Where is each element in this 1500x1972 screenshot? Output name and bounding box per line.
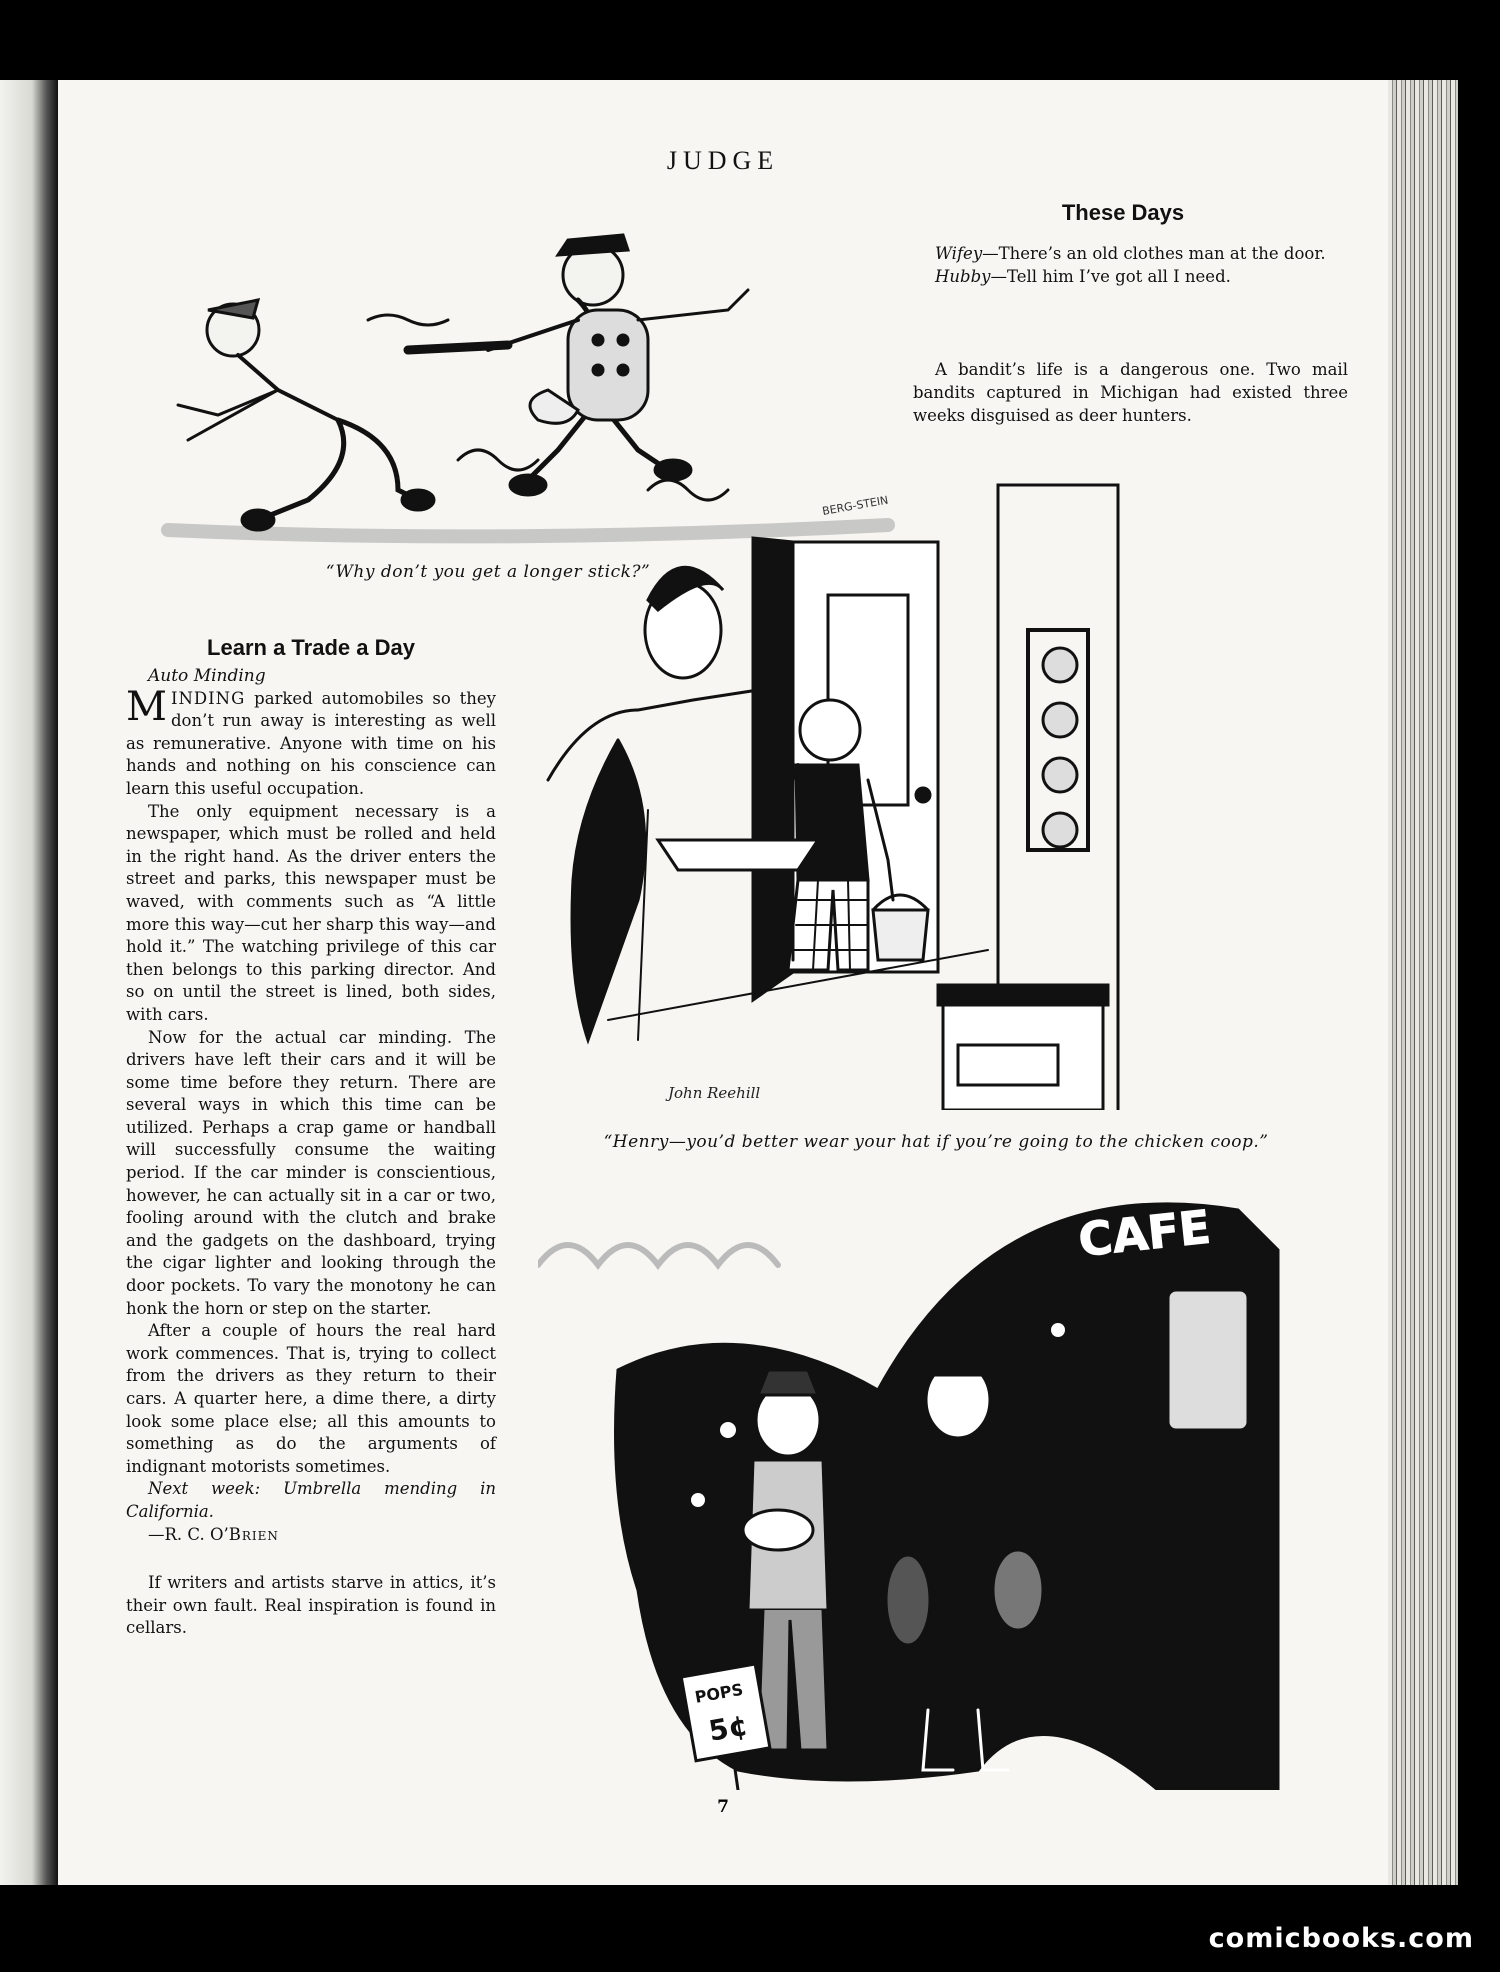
article-paragraph-4: After a couple of hours the real hard work commences. That is, trying to collect from the drivers as they return to their cars. A quarter here, a dime there, a dirty look some place else; all this amounts to something as do the arguments of indignant motorists sometimes.: [126, 1321, 496, 1476]
cartoon1-signature: BERG-STEIN: [821, 493, 890, 518]
article-learn-a-trade: [126, 665, 496, 1640]
byline-prefix: —R. C. O’: [148, 1524, 229, 1544]
article-subtitle: Auto Minding: [148, 666, 266, 686]
price-sign-price: 5¢: [706, 1708, 751, 1748]
page-edges: [1388, 80, 1458, 1885]
cartoon2-signature: John Reehill: [668, 1084, 761, 1102]
article-title: Learn a Trade a Day: [207, 635, 415, 660]
cartoon2-caption: “Henry—you’d better wear your hat if you’re going to the chicken coop.”: [603, 1132, 1269, 1152]
magazine-header: JUDGE: [666, 146, 780, 175]
article-next-week: Next week: Umbrella mending in California.: [126, 1479, 496, 1521]
these-days-title: These Days: [1061, 200, 1185, 225]
magazine-page: [58, 80, 1388, 1885]
first-word-rest: INDING: [170, 688, 246, 708]
these-days-joke-2: A bandit’s life is a dangerous one. Two mail bandits captured in Michigan had existed three weeks disguised as deer hunters.: [913, 360, 1348, 425]
article-paragraph-3: Now for the actual car minding. The drivers have left their cars and it will be some time before they return. There are several ways in which this time can be utilized. Perhaps a crap game or handball will successfully consume the waiting period. If the car minder is conscientious, however, he can actually sit in a car or two, fooling around with the clutch and brake and the gadgets on the dashboard, trying the cigar lighter and looking through the door pockets. To vary the monotony he can honk the horn or step on the starter.: [126, 1027, 496, 1318]
dropcap: M: [126, 683, 167, 730]
article-paragraph-2: The only equipment necessary is a newspaper, which must be rolled and held in the right hand. As the driver enters the street and parks, this newspaper must be waved, with comments such as “A little more this way—cut her sharp this way—and hold it.” The watching privilege of this car then belongs to this parking director. And so on until the street is lined, both sides, with cars.: [126, 801, 496, 1024]
paragraph-1-rest: parked automobiles so they don’t run away is interesting as well as remunerative. Anyone with time on his hands and nothing on his conscience can learn this useful occupation.: [126, 688, 496, 798]
joke1-speaker-wifey: Wifey: [935, 244, 983, 263]
article-paragraph-1: [126, 683, 496, 801]
article-byline: [126, 1524, 496, 1547]
these-days-joke-1: [913, 242, 1348, 288]
watermark: comicbooks.com: [1208, 1923, 1474, 1954]
price-sign-top: POPS: [693, 1679, 745, 1707]
cartoon-cafe: [538, 1170, 1308, 1790]
joke1-line-1: —There’s an old clothes man at the door.: [982, 244, 1326, 263]
cartoon3-signature: Graham: [1134, 1749, 1195, 1780]
byline-name: Brien: [228, 1524, 279, 1544]
cafe-sign: CAFE: [1075, 1199, 1214, 1268]
joke1-speaker-hubby: Hubby: [935, 267, 991, 286]
filler-joke: If writers and artists starve in attics, it’s their own fault. Real inspiration is found in cellars.: [126, 1573, 496, 1638]
page-number: 7: [717, 1797, 729, 1817]
cartoon-kitchen: [528, 480, 1298, 1110]
joke1-line-2: —Tell him I’ve got all I need.: [990, 267, 1231, 286]
book-binding: [0, 80, 58, 1885]
cartoon1-caption: “Why don’t you get a longer stick?”: [325, 562, 651, 582]
